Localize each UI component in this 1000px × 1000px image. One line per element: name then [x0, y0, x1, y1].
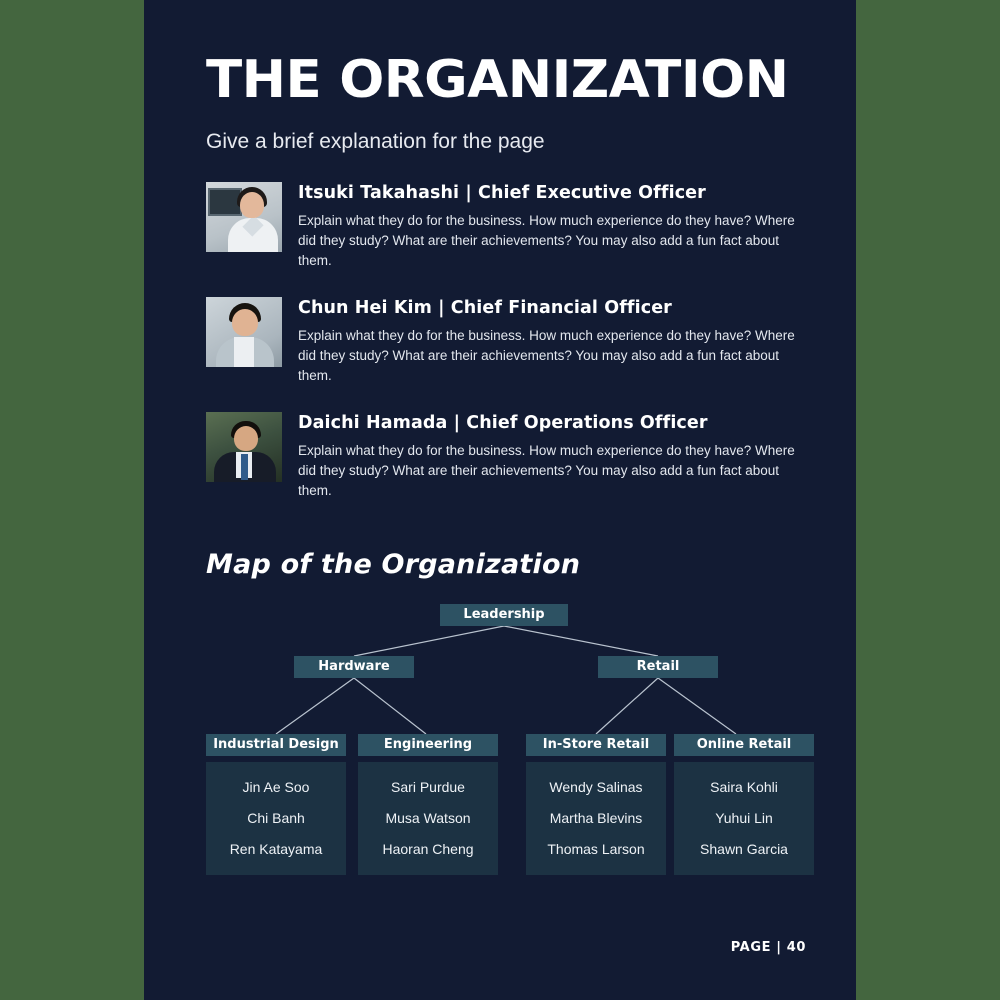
org-node-engineering[interactable]: Engineering	[358, 734, 498, 756]
list-item	[206, 297, 806, 386]
org-chart-heading: Map of the Organization	[206, 548, 581, 580]
org-members-online-retail	[674, 762, 814, 875]
person-name: Itsuki Takahashi | Chief Executive Officer	[298, 183, 706, 203]
portrait-photo-chun-hei-kim	[206, 297, 282, 367]
org-member: Wendy Salinas	[549, 778, 643, 795]
page-subtitle: Give a brief explanation for the page	[206, 130, 545, 153]
org-node-in-store-retail[interactable]: In-Store Retail	[526, 734, 666, 756]
portrait-photo-daichi-hamada	[206, 412, 282, 482]
org-members-industrial-design	[206, 762, 346, 875]
portrait-photo-itsuki-takahashi	[206, 182, 282, 252]
org-member: Martha Blevins	[549, 809, 643, 826]
page-number: PAGE | 40	[730, 940, 806, 955]
list-item	[206, 412, 806, 501]
person-description: Explain what they do for the business. How much experience do they have? Where did they study? What are their achievements? You may also add a fun fact about them.	[298, 327, 795, 383]
org-member: Saira Kohli	[710, 778, 778, 795]
org-member: Chi Banh	[247, 809, 305, 826]
org-member: Thomas Larson	[547, 840, 645, 857]
org-member: Haoran Cheng	[382, 840, 474, 857]
org-member: Yuhui Lin	[715, 809, 773, 826]
org-node-leadership[interactable]: Leadership	[440, 604, 568, 626]
org-members-in-store-retail	[526, 762, 666, 875]
person-description: Explain what they do for the business. How much experience do they have? Where did they study? What are their achievements? You may also add a fun fact about them.	[298, 213, 795, 268]
org-node-industrial-design[interactable]: Industrial Design	[206, 734, 346, 756]
org-member: Ren Katayama	[229, 840, 323, 857]
org-node-retail[interactable]: Retail	[598, 656, 718, 678]
people-list	[206, 182, 806, 501]
org-node-online-retail[interactable]: Online Retail	[674, 734, 814, 756]
list-item	[206, 182, 806, 271]
org-members-engineering	[358, 762, 498, 875]
person-name: Chun Hei Kim | Chief Financial Officer	[298, 297, 672, 318]
org-member: Jin Ae Soo	[242, 778, 310, 795]
page-title: THE ORGANIZATION	[206, 50, 789, 110]
person-description: Explain what they do for the business. How much experience do they have? Where did they study? What are their achievements? You may also add a fun fact about them.	[298, 442, 795, 498]
org-chart	[206, 604, 806, 894]
person-name: Daichi Hamada | Chief Operations Officer	[298, 412, 708, 433]
org-member: Shawn Garcia	[700, 840, 788, 857]
org-member: Musa Watson	[385, 809, 471, 826]
org-node-hardware[interactable]: Hardware	[294, 656, 414, 678]
slide-page	[144, 0, 856, 1000]
org-member: Sari Purdue	[391, 778, 465, 795]
